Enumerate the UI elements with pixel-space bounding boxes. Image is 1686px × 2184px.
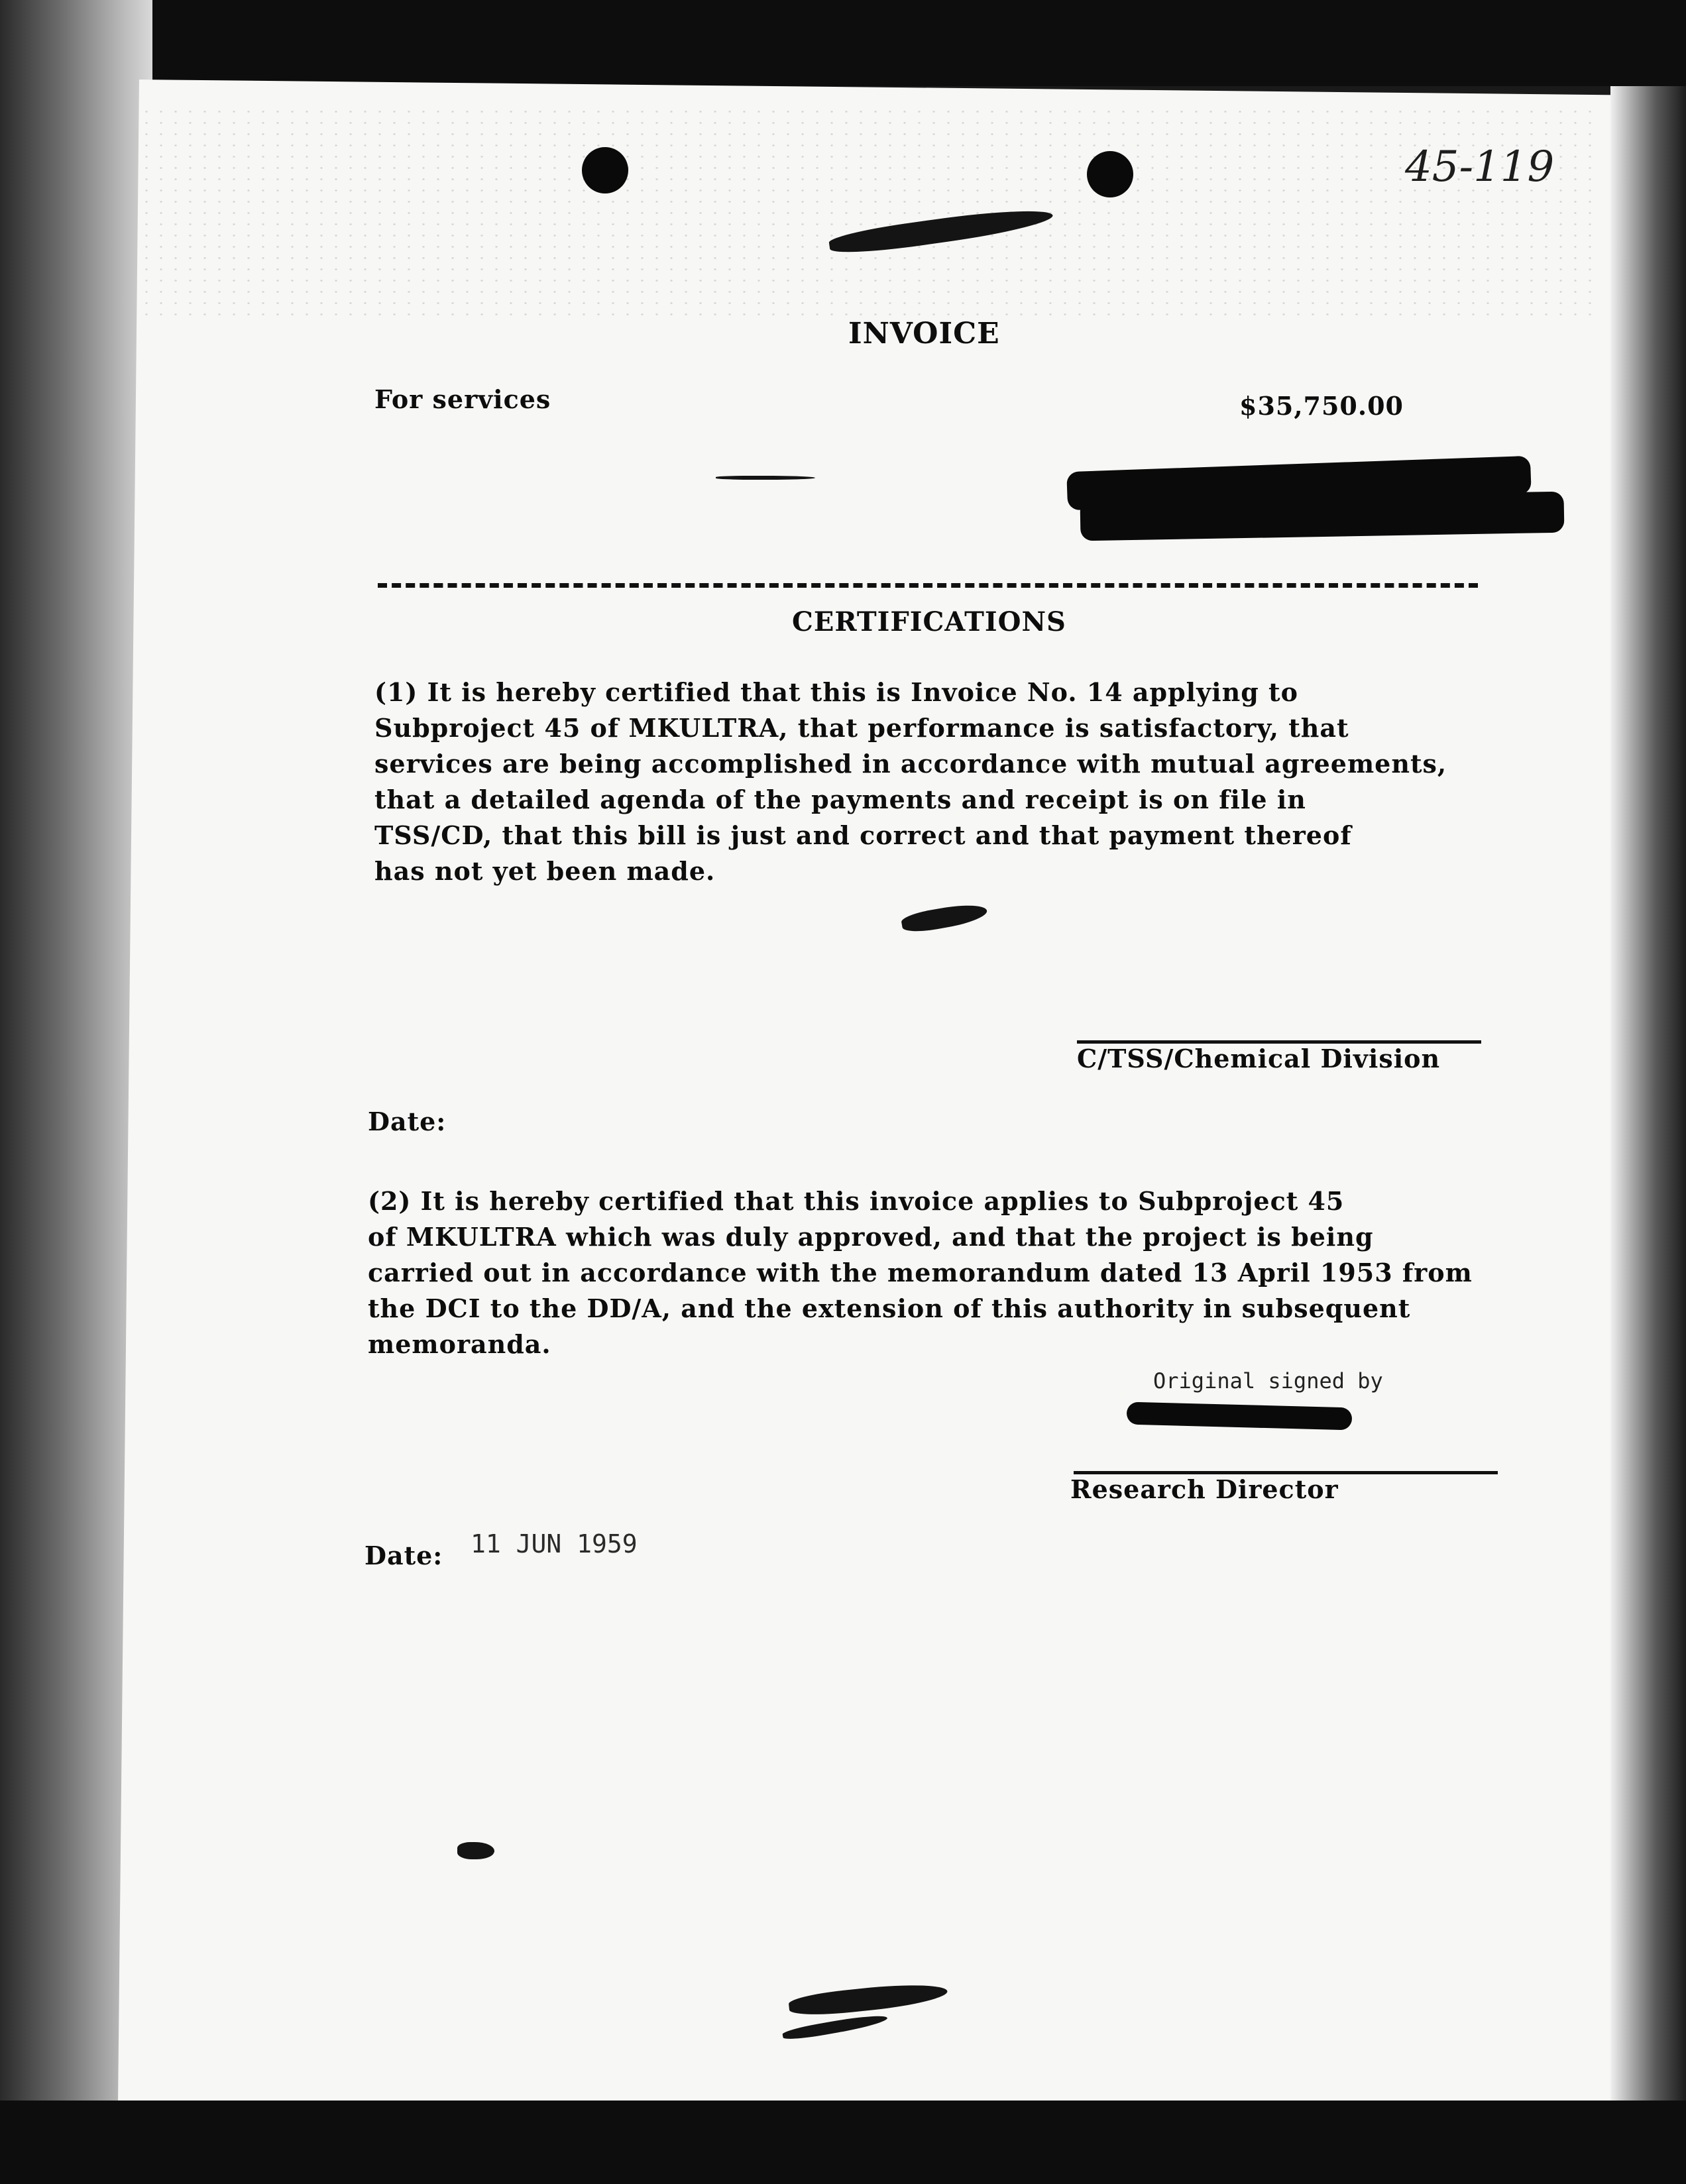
invoice-amount: $35,750.00 — [1239, 391, 1404, 421]
scan-mark — [716, 476, 815, 480]
redaction-bar — [1080, 492, 1565, 541]
section-heading: CERTIFICATIONS — [792, 606, 1066, 637]
punch-hole-right — [1087, 151, 1133, 197]
date-label-1: Date: — [368, 1107, 447, 1136]
document-title: INVOICE — [848, 317, 1000, 351]
scan-noise — [139, 106, 1597, 325]
original-signed-by-stamp: Original signed by — [1153, 1368, 1383, 1393]
signatory-2-title: Research Director — [1070, 1474, 1339, 1504]
scan-border-bottom — [0, 2101, 1686, 2184]
certification-2-text: (2) It is hereby certified that this invoice applies to Subproject 45 of MKULTRA which was duly approved, and that the project is being carried out in accordance with the memorandum dated 13 April 1953 from the DCI to the DD/A, and the extension of this authority in subsequent memoranda. — [368, 1186, 1473, 1359]
document-page — [118, 80, 1657, 2123]
section-divider — [378, 583, 1478, 588]
signatory-1-title: C/TSS/Chemical Division — [1077, 1044, 1441, 1073]
scan-border-top — [0, 0, 1686, 86]
file-number: 45-119 — [1405, 142, 1555, 191]
date-stamp: 11 JUN 1959 — [471, 1529, 638, 1558]
date-label-2: Date: — [365, 1541, 443, 1570]
scan-mark — [457, 1842, 494, 1859]
punch-hole-left — [582, 147, 628, 193]
scan-border-right — [1610, 86, 1686, 2107]
for-services-label: For services — [374, 384, 551, 414]
certification-1-text: (1) It is hereby certified that this is Invoice No. 14 applying to Subproject 45 of MKULTRA, that performance is satisfactory, that services are being accomplished in accordance with mutual agreements, that a detailed agenda of the payments and receipt is on file in TSS/CD, that this bill is just and correct and that payment thereof has not yet been made. — [374, 677, 1447, 886]
